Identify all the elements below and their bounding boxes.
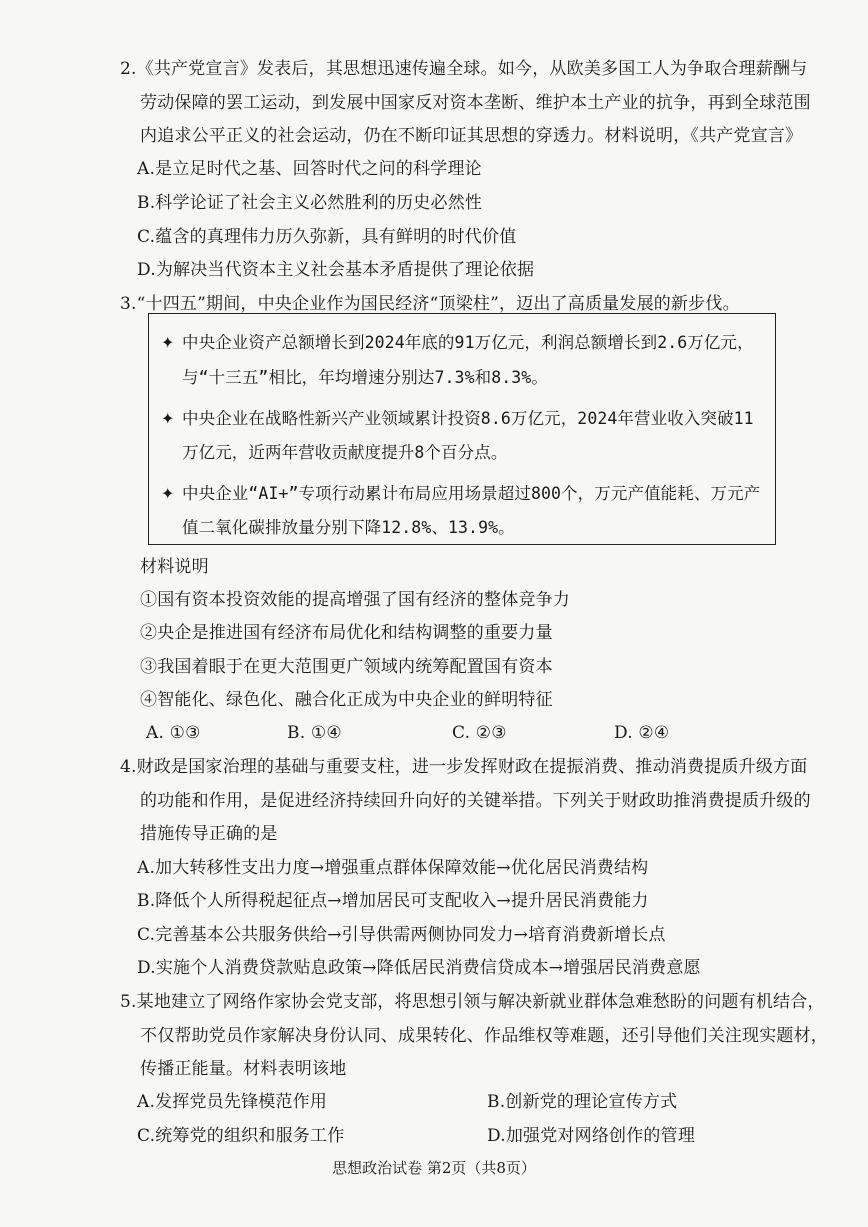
q2-option-a: A.是立足时代之基、回答时代之问的科学理论 xyxy=(137,159,482,179)
q3-box-item-3-line-2: 值二氧化碳排放量分别下降12.8%、13.9%。 xyxy=(182,518,515,537)
bullet-star-icon: ✦ xyxy=(161,409,175,428)
q3-lead: 材料说明 xyxy=(140,557,209,577)
q5-option-d: D.加强党对网络创作的管理 xyxy=(487,1126,696,1146)
q3-statement-1: ①国有资本投资效能的提高增强了国有经济的整体竞争力 xyxy=(140,590,570,610)
q3-stem: 3.“十四五”期间，中央企业作为国民经济“顶梁柱”，迈出了高质量发展的新步伐。 xyxy=(120,294,740,314)
q3-box-item-1-line-2: 与“十三五”相比，年均增速分别达7.3%和8.3%。 xyxy=(182,368,548,387)
q5-option-b: B.创新党的理论宣传方式 xyxy=(487,1092,678,1112)
q4-option-a: A.加大转移性支出力度→增强重点群体保障效能→优化居民消费结构 xyxy=(137,858,649,878)
q2-option-d: D.为解决当代资本主义社会基本矛盾提供了理论依据 xyxy=(137,260,535,280)
q2-stem-line-1: 2.《共产党宣言》发表后，其思想迅速传遍全球。如今，从欧美多国工人为争取合理薪酬与 xyxy=(120,59,808,79)
q5-stem-line-3: 传播正能量。材料表明该地 xyxy=(140,1059,347,1079)
q3-box-item-2-line-2: 万亿元，近两年营收贡献度提升8个百分点。 xyxy=(182,443,508,462)
q3-choice-d: D. ②④ xyxy=(614,723,670,743)
bullet-star-icon: ✦ xyxy=(161,333,175,352)
q4-option-b: B.降低个人所得税起征点→增加居民可支配收入→提升居民消费能力 xyxy=(137,891,649,911)
q2-stem-line-2: 劳动保障的罢工运动，到发展中国家反对资本垄断、维护本土产业的抗争，再到全球范围 xyxy=(140,93,811,113)
q5-option-c: C.统筹党的组织和服务工作 xyxy=(137,1126,345,1146)
q4-option-c: C.完善基本公共服务供给→引导供需两侧协同发力→培育消费新增长点 xyxy=(137,925,666,945)
q3-material-box xyxy=(148,313,776,545)
q2-option-b: B.科学论证了社会主义必然胜利的历史必然性 xyxy=(137,193,483,213)
q3-statement-2: ②央企是推进国有经济布局优化和结构调整的重要力量 xyxy=(140,623,553,643)
q3-choice-c: C. ②③ xyxy=(452,723,507,743)
q5-stem-line-2: 不仅帮助党员作家解决身份认同、成果转化、作品维权等难题，还引导他们关注现实题材， xyxy=(140,1026,828,1046)
q4-stem-line-3: 措施传导正确的是 xyxy=(140,824,278,844)
q2-option-c: C.蕴含的真理伟力历久弥新，具有鲜明的时代价值 xyxy=(137,227,517,247)
q3-statement-3: ③我国着眼于在更大范围更广领域内统筹配置国有资本 xyxy=(140,657,553,677)
q3-box-item-3-line-1: 中央企业“AI+”专项行动累计布局应用场景超过800个，万元产值能耗、万元产 xyxy=(182,484,761,503)
q5-option-a: A.发挥党员先锋模范作用 xyxy=(137,1092,328,1112)
q3-choice-a: A. ①③ xyxy=(146,723,201,743)
q2-stem-line-3: 内追求公平正义的社会运动，仍在不断印证其思想的穿透力。材料说明，《共产党宣言》 xyxy=(140,126,803,146)
page-footer: 思想政治试卷 第2页（共8页） xyxy=(332,1159,536,1177)
q4-option-d: D.实施个人消费贷款贴息政策→降低居民消费信贷成本→增强居民消费意愿 xyxy=(137,958,701,978)
q3-statement-4: ④智能化、绿色化、融合化正成为中央企业的鲜明特征 xyxy=(140,690,553,710)
q3-box-item-1-line-1: 中央企业资产总额增长到2024年底的91万亿元，利润总额增长到2.6万亿元， xyxy=(182,333,754,352)
bullet-star-icon: ✦ xyxy=(161,484,175,503)
q5-stem-line-1: 5.某地建立了网络作家协会党支部，将思想引领与解决新就业群体急难愁盼的问题有机结合， xyxy=(120,992,825,1012)
q4-stem-line-2: 的功能和作用，是促进经济持续回升向好的关键举措。下列关于财政助推消费提质升级的 xyxy=(140,791,811,811)
q3-choice-b: B. ①④ xyxy=(287,723,342,743)
q3-box-item-2-line-1: 中央企业在战略性新兴产业领域累计投资8.6万亿元，2024年营业收入突破11 xyxy=(182,409,754,428)
q4-stem-line-1: 4.财政是国家治理的基础与重要支柱，进一步发挥财政在提振消费、推动消费提质升级方面 xyxy=(120,757,808,777)
